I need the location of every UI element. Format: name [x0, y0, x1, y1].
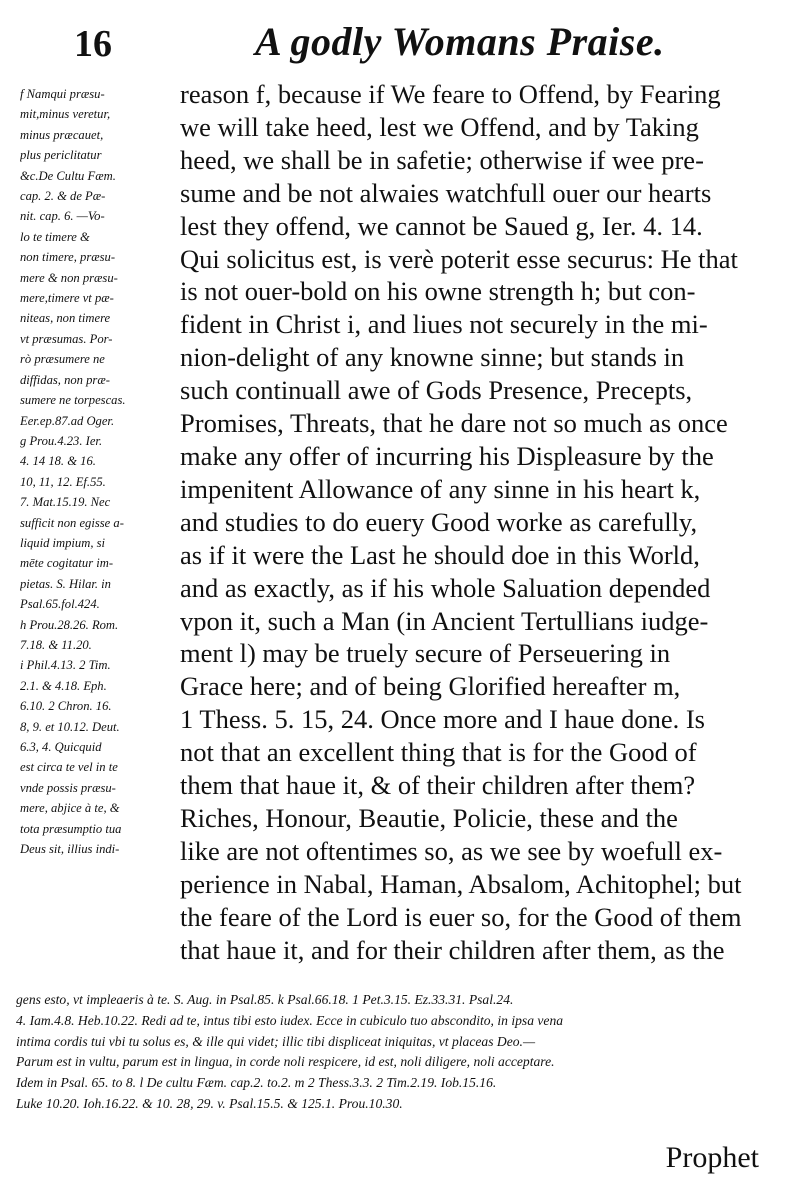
margin-note-line: Eer.ep.87.ad Oger. [20, 413, 115, 428]
margin-note-line: liquid impium, si [20, 535, 106, 550]
body-line: impenitent Allowance of any sinne in his heart k, [180, 473, 701, 504]
body-line: reason f, because if We feare to Offend, by Fearing [180, 79, 721, 109]
body-line: Grace here; and of being Glorified hereafter m, [180, 671, 681, 702]
margin-note-line: 4. 14 18. & 16. [20, 454, 96, 469]
margin-note-line: nit. cap. 6. —Vo- [20, 209, 105, 224]
margin-note-line: tota præsumptio tua [20, 821, 122, 836]
margin-note-line: mēte cogitatur im- [20, 556, 114, 571]
body-line: nion-delight of any knowne sinne; but stands in [180, 342, 685, 373]
margin-note-line: i Phil.4.13. 2 Tim. [20, 658, 111, 673]
body-line: not that an excellent thing that is for the Good of [180, 737, 697, 768]
body-line: that haue it, and for their children after them, as the [180, 934, 725, 965]
margin-note-line: 7.18. & 11.20. [20, 637, 92, 652]
margin-note-line: cap. 2. & de Pæ- [20, 189, 106, 204]
body-line: and studies to do euery Good worke as carefully, [180, 506, 698, 537]
margin-note-line: minus præcauet, [20, 127, 104, 142]
margin-note-line: g Prou.4.23. Ier. [20, 433, 103, 448]
page-header [0, 0, 787, 80]
margin-note-line: lo te timere & [20, 229, 90, 244]
footnote-line: intima cordis tui vbi tu solus es, & ille qui videt; illic tibi displiceat iniquitas, vt placeas Deo.— [16, 1033, 536, 1049]
body-line: as if it were the Last he should doe in this World, [180, 539, 700, 570]
footnote-line: Luke 10.20. Ioh.16.22. & 10. 28, 29. v. Psal.15.5. & 125.1. Prou.10.30. [16, 1095, 403, 1111]
margin-note-line: plus periclitatur [20, 148, 102, 163]
body-line: Qui solicitus est, is verè poterit esse securus: He that [180, 243, 738, 274]
body-line: such continuall awe of Gods Presence, Precepts, [180, 375, 693, 406]
margin-note-line: mere,timere vt pæ- [20, 291, 114, 306]
margin-note-line: mere, abjice à te, & [20, 801, 120, 816]
running-title: A godly Womans Praise. [255, 19, 665, 64]
body-line: Promises, Threats, that he dare not so much as once [180, 408, 728, 439]
footnotes [16, 990, 776, 1140]
margin-note-line: mit,minus veretur, [20, 107, 111, 122]
margin-note-line: 7. Mat.15.19. Nec [20, 495, 111, 510]
body-line: ment l) may be truely secure of Perseuering in [180, 638, 671, 669]
body-line: Riches, Honour, Beautie, Policie, these and the [180, 802, 678, 833]
margin-note-line: 8, 9. et 10.12. Deut. [20, 719, 120, 734]
margin-note-line: h Prou.28.26. Rom. [20, 617, 119, 632]
margin-note-line: Psal.65.fol.424. [20, 597, 100, 612]
margin-note-line: sufficit non egisse a- [20, 515, 124, 530]
footnote-line: 4. Iam.4.8. Heb.10.22. Redi ad te, intus tibi esto iudex. Ecce in cubiculo tuo abscondito, in ipsa vena [16, 1012, 564, 1028]
margin-note-line: rò præsumere ne [20, 352, 105, 367]
footnote-line: Parum est in vultu, parum est in lingua, in corde noli respicere, id est, noli diligere, noli acceptare. [16, 1054, 555, 1070]
body-line: fident in Christ i, and liues not securely in the mi- [180, 309, 708, 340]
margin-note-line: f Namqui præsu- [20, 87, 105, 101]
margin-note-line: est circa te vel in te [20, 760, 118, 775]
margin-note-line: diffidas, non præ- [20, 372, 110, 387]
footnote-line: gens esto, vt impleaeris à te. S. Aug. in Psal.85. k Psal.66.18. 1 Pet.3.15. Ez.33.31. Psal.24. [16, 992, 514, 1007]
body-line: heed, we shall be in safetie; otherwise if wee pre- [180, 144, 704, 175]
margin-note-line: mere & non præsu- [20, 270, 118, 285]
body-line: perience in Nabal, Haman, Absalom, Achitophel; but [180, 868, 742, 899]
catchword: Prophet [665, 1141, 759, 1174]
margin-note-line: sumere ne torpescas. [20, 393, 126, 408]
margin-note-line: 10, 11, 12. Ef.55. [20, 474, 106, 489]
body-line: like are not oftentimes so, as we see by woefull ex- [180, 835, 723, 866]
body-line: sume and be not alwaies watchfull ouer our hearts [180, 177, 712, 208]
margin-note-line: non timere, præsu- [20, 250, 116, 265]
margin-note-line: pietas. S. Hilar. in [20, 576, 111, 591]
body-line: and as exactly, as if his whole Saluation depended [180, 572, 711, 603]
body-line: is not ouer-bold on his owne strength h; but con- [180, 276, 696, 307]
margin-note-line: 6.3, 4. Quicquid [20, 740, 102, 754]
margin-note-line: Deus sit, illius indi- [20, 842, 120, 857]
margin-notes [20, 84, 178, 994]
body-line: make any offer of incurring his Displeasure by the [180, 440, 714, 471]
margin-note-line: 6.10. 2 Chron. 16. [20, 699, 112, 714]
page-number: 16 [74, 23, 112, 65]
margin-note-line: &c.De Cultu Fæm. [20, 168, 116, 183]
margin-note-line: niteas, non timere [20, 311, 111, 326]
body-line: them that haue it, & of their children after them? [180, 770, 696, 801]
margin-note-line: vt præsumas. Por- [20, 331, 113, 346]
body-line: the feare of the Lord is euer so, for the Good of them [180, 901, 742, 932]
body-line: lest they offend, we cannot be Saued g, Ier. 4. 14. [180, 210, 703, 241]
body-line: 1 Thess. 5. 15, 24. Once more and I haue done. Is [180, 704, 705, 735]
margin-note-line: 2.1. & 4.18. Eph. [20, 678, 107, 693]
body-line: vpon it, such a Man (in Ancient Tertullians iudge- [180, 605, 709, 636]
body-text [180, 78, 770, 978]
margin-note-line: vnde possis præsu- [20, 780, 116, 795]
body-line: we will take heed, lest we Offend, and by Taking [180, 111, 699, 142]
footnote-line: Idem in Psal. 65. to 8. l De cultu Fæm. cap.2. to.2. m 2 Thess.3.3. 2 Tim.2.19. Iob.15.16. [16, 1075, 497, 1091]
